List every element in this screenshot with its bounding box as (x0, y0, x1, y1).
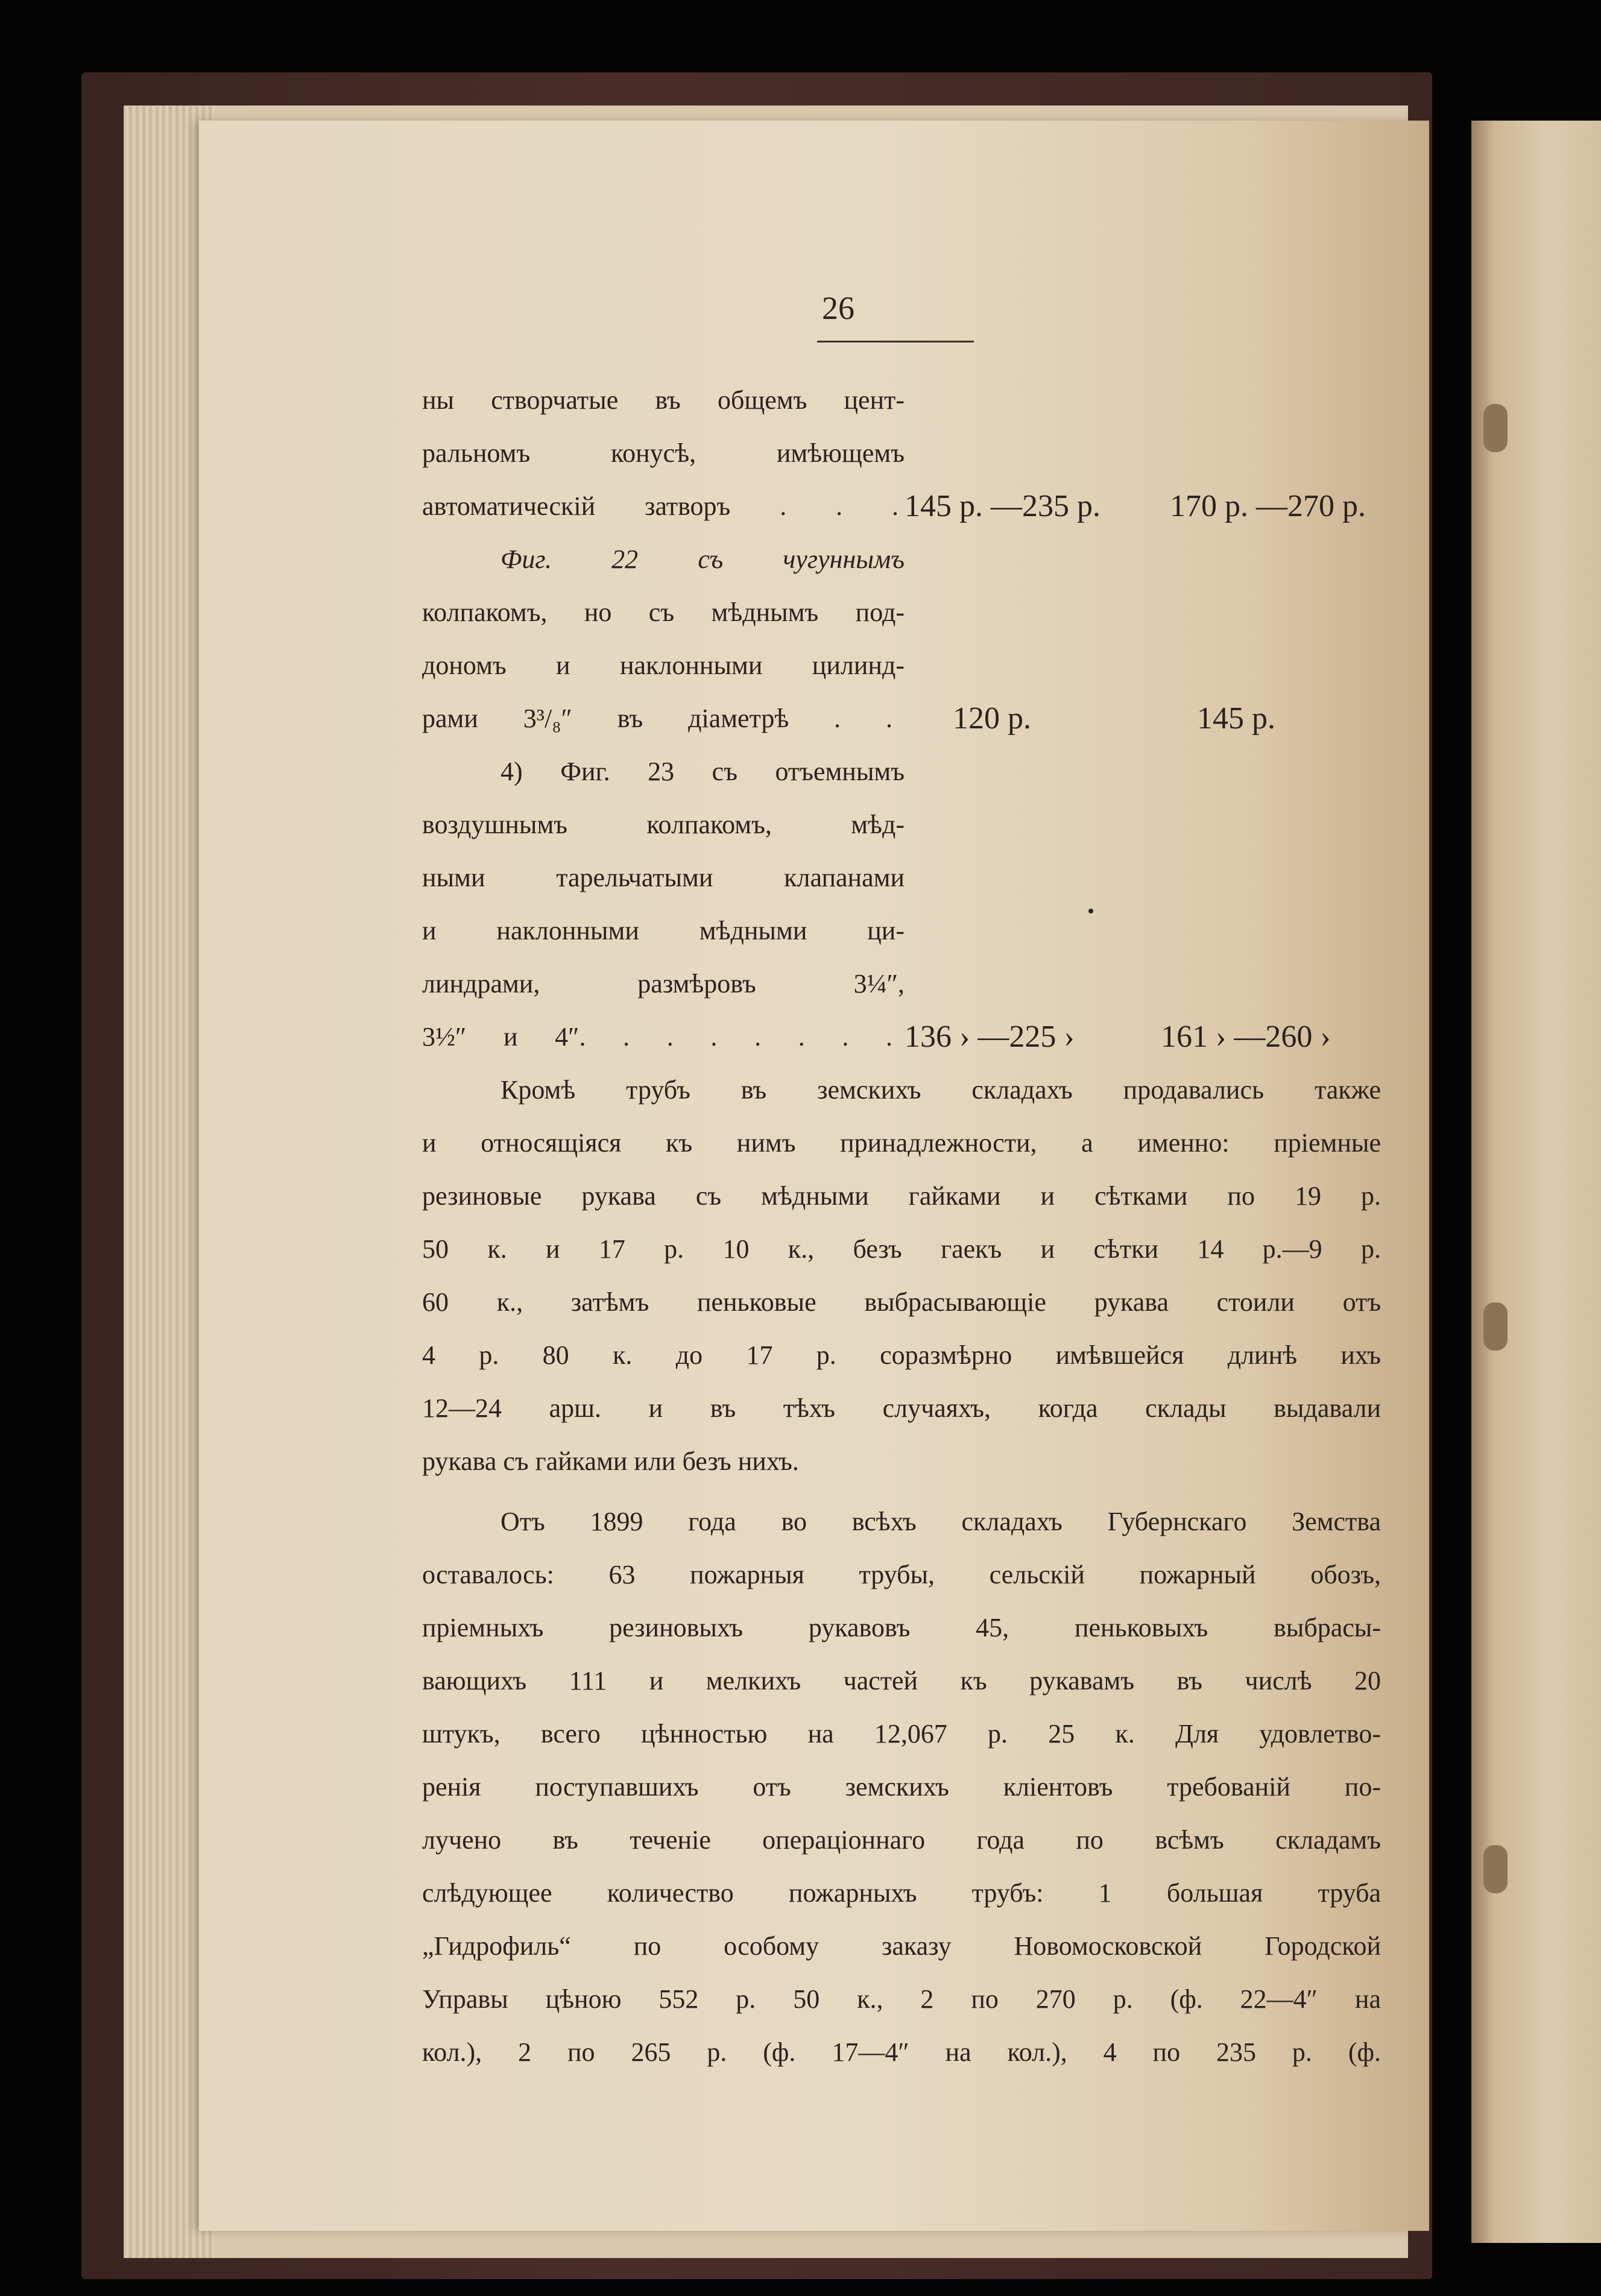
paragraph-line: лучено въ теченіе операціоннаго года по всѣмъ складамъ (422, 1825, 1381, 1855)
paragraph-line: штукъ, всего цѣнностью на 12,067 р. 25 к. Для удовлетво- (422, 1719, 1381, 1749)
table-line: колпакомъ, но съ мѣднымъ под- (422, 598, 905, 627)
paragraph-line: и относящіяся къ нимъ принадлежности, а именно: пріемные (422, 1128, 1381, 1158)
table-line: ными тарельчатыми клапанами (422, 863, 905, 892)
paragraph-line: резиновые рукава съ мѣдными гайками и сѣтками по 19 р. (422, 1181, 1381, 1211)
paragraph-line: слѣдующее количество пожарныхъ трубъ: 1 большая труба (422, 1878, 1381, 1908)
price-range-a: 136 › —225 › (905, 1020, 1075, 1054)
table-line: и наклонными мѣдными ци- (422, 916, 905, 945)
table-line: 4) Фиг. 23 съ отъемнымъ (501, 757, 905, 786)
paragraph-line: 60 к., затѣмъ пеньковые выбрасывающіе рукава стоили отъ (422, 1287, 1381, 1317)
table-line: ны створчатые въ общемъ цент- (422, 385, 905, 415)
table-line: дономъ и наклонными цилинд- (422, 651, 905, 680)
paragraph-line: 50 к. и 17 р. 10 к., безъ гаекъ и сѣтки 14 р.—9 р. (422, 1234, 1381, 1264)
paragraph-line: ренія поступавшихъ отъ земскихъ кліентовъ требованій по- (422, 1772, 1381, 1802)
table-line: рами 3³/₈″ въ діаметрѣ . . (422, 704, 892, 733)
ink-speck (1088, 909, 1093, 913)
price-range-b: 161 › —260 › (1161, 1020, 1331, 1054)
price-b: 145 р. (1197, 701, 1275, 736)
facing-page-edge (1471, 121, 1601, 2243)
paragraph-line: кол.), 2 по 265 р. (ф. 17—4″ на кол.), 4 по 235 р. (ф. (422, 2037, 1381, 2067)
paragraph-line: пріемныхъ резиновыхъ рукавовъ 45, пеньковыхъ выбрасы- (422, 1613, 1381, 1642)
table-line: ральномъ конусѣ, имѣющемъ (422, 438, 905, 468)
page-number-rule (817, 341, 974, 342)
paragraph-line: Управы цѣною 552 р. 50 к., 2 по 270 р. (ф. 22—4″ на (422, 1984, 1381, 2014)
paragraph-line: 4 р. 80 к. до 17 р. соразмѣрно имѣвшейся длинѣ ихъ (422, 1340, 1381, 1370)
paragraph-line: вающихъ 111 и мелкихъ частей къ рукавамъ въ числѣ 20 (422, 1666, 1381, 1695)
table-line: воздушнымъ колпакомъ, мѣд- (422, 810, 905, 839)
paragraph-line: 12—24 арш. и въ тѣхъ случаяхъ, когда склады выдавали (422, 1393, 1381, 1423)
paragraph-line: Отъ 1899 года во всѣхъ складахъ Губернскаго Земства (501, 1507, 1381, 1536)
page-number: 26 (822, 290, 854, 326)
paragraph-line: Кромѣ трубъ въ земскихъ складахъ продавались также (501, 1075, 1381, 1105)
price-a: 120 р. (953, 701, 1031, 736)
table-line: автоматическій затворъ . . . (422, 491, 898, 521)
table-line: 3½″ и 4″. . . . . . . . (422, 1022, 892, 1052)
table-line-text: Фиг. 22 съ чугуннымъ (501, 544, 905, 574)
price-range-a: 145 р. —235 р. (905, 489, 1100, 523)
table-line (422, 533, 905, 586)
paragraph-line: оставалось: 63 пожарныя трубы, сельскій пожарный обозъ, (422, 1560, 1381, 1589)
table-line: линдрами, размѣровъ 3¼″, (422, 969, 905, 998)
paragraph-line: рукава съ гайками или безъ нихъ. (422, 1446, 799, 1476)
paragraph-line: „Гидрофиль“ по особому заказу Новомосковской Городской (422, 1931, 1381, 1961)
price-range-b: 170 р. —270 р. (1170, 489, 1366, 523)
